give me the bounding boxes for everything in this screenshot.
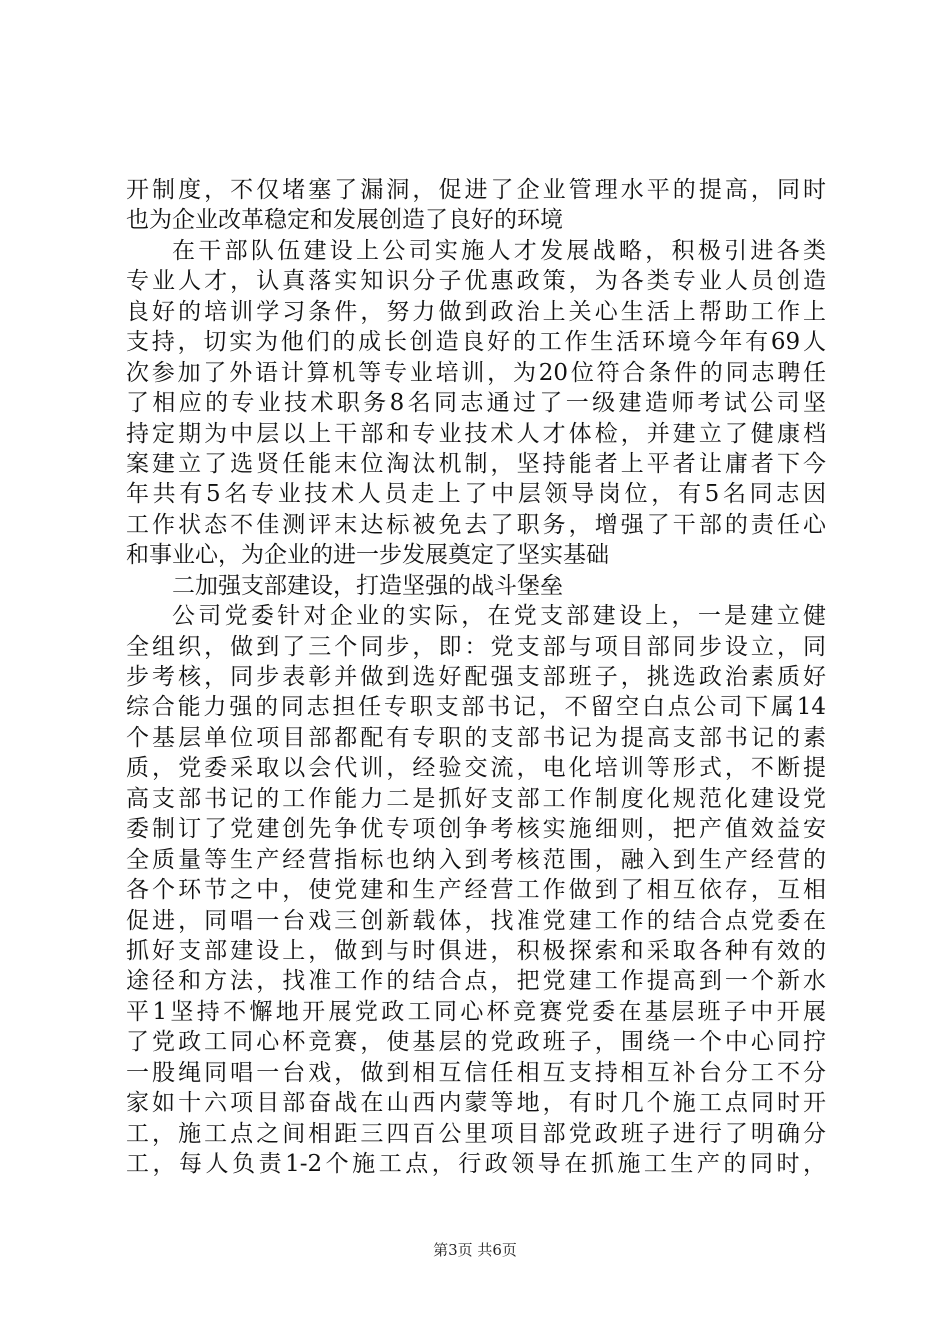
- text-line: 质，党委采取以会代训，经验交流，电化培训等形式，不断提: [126, 755, 826, 782]
- section-heading: 二加强支部建设，打造坚强的战斗堡垒: [172, 572, 563, 599]
- text-line: 工，施工点之间相距三四百公里项目部党政班子进行了明确分: [126, 1120, 826, 1147]
- body-text: [126, 175, 826, 1179]
- text-line: 支持，切实为他们的成长创造良好的工作生活环境今年有69人: [126, 329, 826, 356]
- text-line: 了相应的专业技术职务8名同志通过了一级建造师考试公司坚: [126, 390, 826, 417]
- text-line: 年共有5名专业技术人员走上了中层领导岗位，有5名同志因: [126, 481, 826, 508]
- text-line: 持定期为中层以上干部和专业技术人才体检，并建立了健康档: [126, 420, 826, 447]
- text-line: 个基层单位项目部都配有专职的支部书记为提高支部书记的素: [126, 724, 826, 751]
- page-footer: [0, 1240, 950, 1260]
- page-number-label: 第3页 共6页: [433, 1241, 517, 1259]
- text-line: 各个环节之中，使党建和生产经营工作做到了相互依存，互相: [126, 877, 826, 904]
- text-line: 了党政工同心杯竞赛，使基层的党政班子，围绕一个中心同拧: [126, 1029, 826, 1056]
- text-line: 一股绳同唱一台戏，做到相互信任相互支持相互补台分工不分: [126, 1059, 826, 1086]
- text-line: 次参加了外语计算机等专业培训，为20位符合条件的同志聘任: [126, 359, 826, 386]
- text-line: 在干部队伍建设上公司实施人才发展战略，积极引进各类: [172, 237, 826, 264]
- text-line: 步考核，同步表彰并做到选好配强支部班子，挑选政治素质好: [126, 664, 826, 690]
- text-line: 委制订了党建创先争优专项创争考核实施细则，把产值效益安: [126, 816, 826, 843]
- text-line: 开制度，不仅堵塞了漏洞，促进了企业管理水平的提高，同时: [126, 177, 826, 203]
- text-line: 全组织，做到了三个同步，即：党支部与项目部同步设立，同: [126, 633, 826, 660]
- text-line: 平1坚持不懈地开展党政工同心杯竞赛党委在基层班子中开展: [126, 998, 826, 1025]
- text-line: 工，每人负责1-2个施工点，行政领导在抓施工生产的同时，: [126, 1151, 826, 1177]
- text-line: 案建立了选贤任能末位淘汰机制，坚持能者上平者让庸者下今: [126, 450, 826, 477]
- text-line: 专业人才，认真落实知识分子优惠政策，为各类专业人员创造: [126, 268, 826, 295]
- text-line: 高支部书记的工作能力二是抓好支部工作制度化规范化建设党: [126, 785, 826, 812]
- text-line: 良好的培训学习条件，努力做到政治上关心生活上帮助工作上: [126, 298, 826, 325]
- text-line: 也为企业改革稳定和发展创造了良好的环境: [126, 207, 563, 234]
- text-line: 工作状态不佳测评末达标被免去了职务，增强了干部的责任心: [126, 511, 826, 538]
- text-line: 抓好支部建设上，做到与时俱进，积极探索和采取各种有效的: [126, 937, 826, 964]
- text-line: 公司党委针对企业的实际，在党支部建设上，一是建立健: [172, 603, 826, 630]
- text-line: 综合能力强的同志担任专职支部书记，不留空白点公司下属14: [126, 694, 826, 721]
- text-line: 家如十六项目部奋战在山西内蒙等地，有时几个施工点同时开: [126, 1090, 826, 1117]
- text-line: 全质量等生产经营指标也纳入到考核范围，融入到生产经营的: [126, 846, 826, 873]
- text-line: 和事业心，为企业的进一步发展奠定了坚实基础: [126, 542, 609, 569]
- text-line: 促进，同唱一台戏三创新载体，找准党建工作的结合点党委在: [126, 907, 826, 934]
- text-line: 途径和方法，找准工作的结合点，把党建工作提高到一个新水: [126, 968, 826, 995]
